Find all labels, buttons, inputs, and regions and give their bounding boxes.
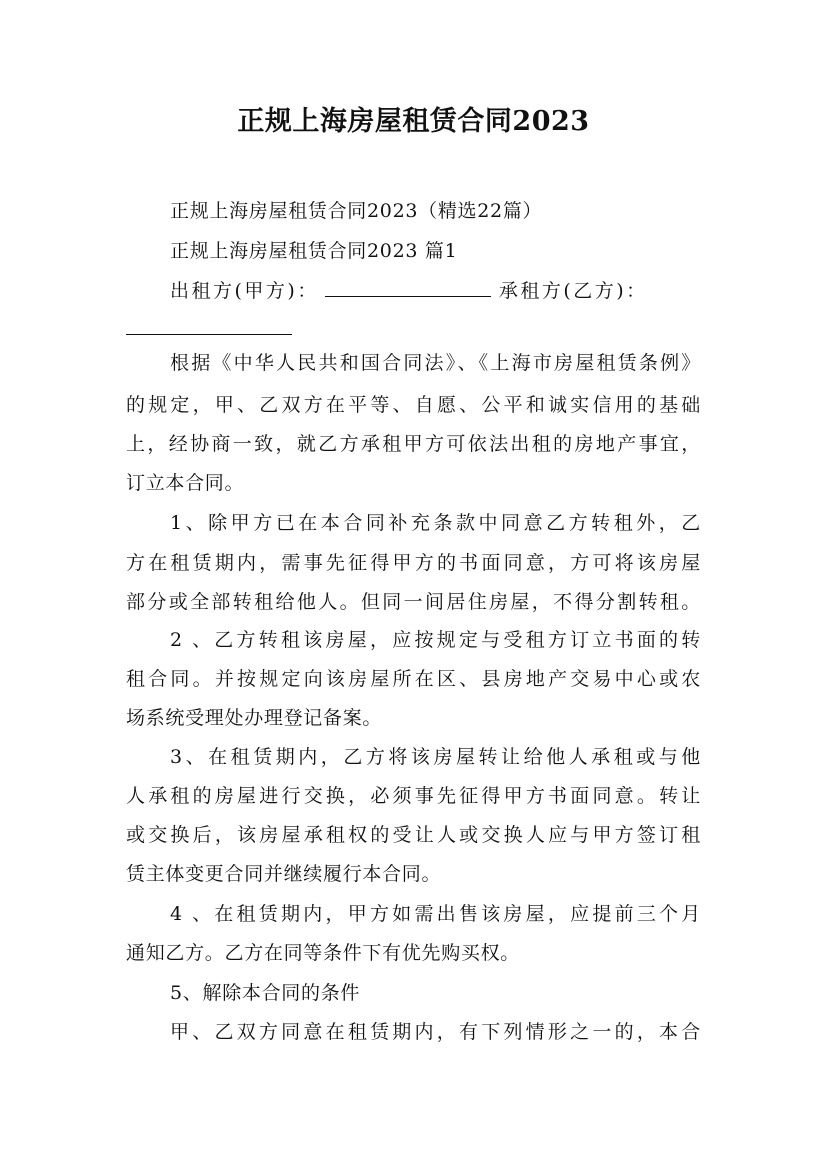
paragraph-line: 4 、在租赁期内，甲方如需出售该房屋，应提前三个月 — [170, 903, 701, 925]
party-a-label: 出租方(甲方)： — [170, 280, 319, 302]
paragraph-line: 租合同。并按规定向该房屋所在区、县房地产交易中心或农 — [126, 668, 701, 690]
paragraph-line: 赁主体变更合同并继续履行本合同。 — [126, 863, 442, 885]
party-a-blank — [325, 278, 491, 297]
paragraph-line: 2 、乙方转租该房屋，应按规定与受租方订立书面的转 — [170, 629, 701, 651]
paragraph-line: 根据《中华人民共和国合同法》、《上海市房屋租赁条例》 — [170, 352, 701, 374]
paragraph-line: 订立本合同。 — [126, 472, 245, 494]
section-item: 5、解除本合同的条件 — [170, 982, 361, 1004]
paragraph-line: 通知乙方。乙方在同等条件下有优先购买权。 — [126, 942, 521, 964]
paragraph-line: 上，经协商一致，就乙方承租甲方可依法出租的房地产事宜， — [126, 433, 701, 455]
document-title: 正规上海房屋租赁合同2023 — [237, 106, 590, 137]
party-b-label: 承租方(乙方)： — [498, 280, 648, 302]
paragraph-line: 方在租赁期内，需事先征得甲方的书面同意，方可将该房屋 — [126, 552, 701, 574]
subtitle: 正规上海房屋租赁合同2023（精选22篇） — [170, 200, 543, 222]
paragraph-line: 场系统受理处办理登记备案。 — [126, 707, 383, 729]
section-heading: 正规上海房屋租赁合同2023 篇1 — [170, 240, 458, 262]
party-b-blank — [126, 334, 292, 335]
paragraph-line: 的规定，甲、乙双方在平等、自愿、公平和诚实信用的基础 — [126, 394, 701, 416]
paragraph-line: 3、在租赁期内，乙方将该房屋转让给他人承租或与他 — [170, 746, 701, 768]
paragraph-line: 人承租的房屋进行交换，必须事先征得甲方书面同意。转让 — [126, 785, 701, 807]
parties-line — [170, 278, 701, 304]
paragraph-line: 1、除甲方已在本合同补充条款中同意乙方转租外，乙 — [170, 512, 701, 534]
paragraph-line: 部分或全部转租给他人。但同一间居住房屋，不得分割转租。 — [126, 591, 701, 613]
paragraph-line: 或交换后，该房屋承租权的受让人或交换人应与甲方签订租 — [126, 824, 701, 846]
paragraph-line: 甲、乙双方同意在租赁期内，有下列情形之一的，本合 — [170, 1021, 701, 1043]
